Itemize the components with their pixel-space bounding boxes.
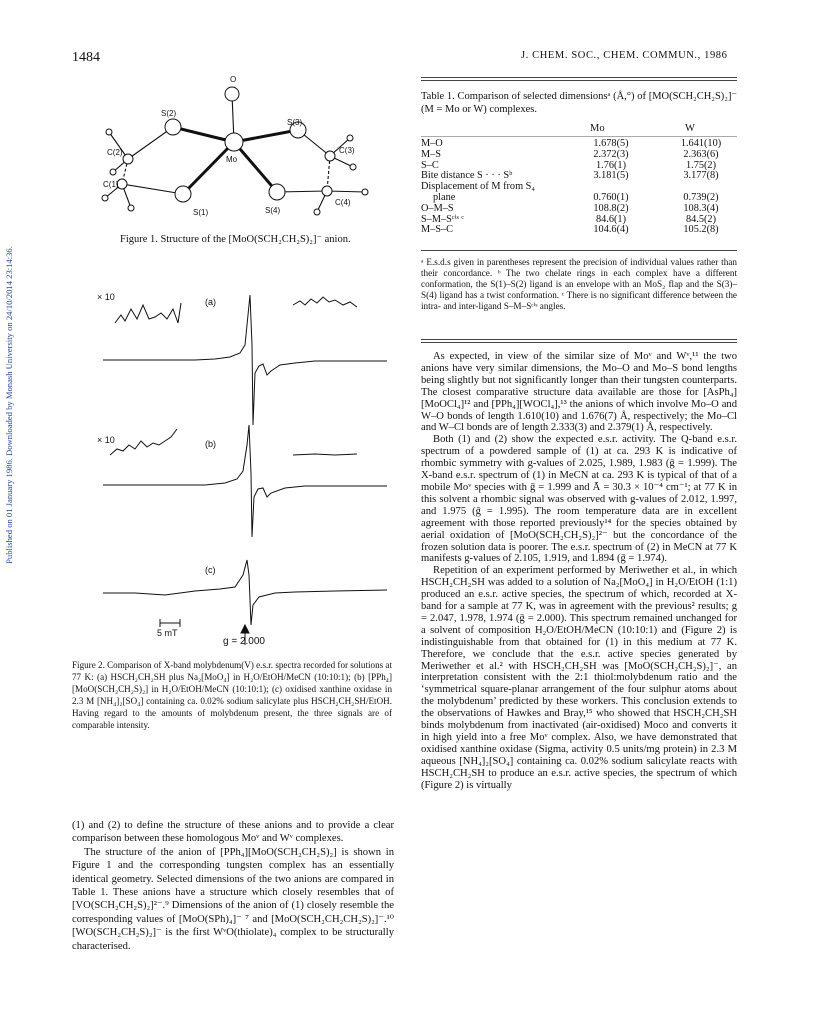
table-row: S–M–Sᶜⁱˢ ᶜ 84.6(1) 84.5(2)	[421, 213, 717, 225]
side-note-text: Published on 01 January 1986. Downloaded by Monash University on 24/10/2014 23:14:36.	[4, 246, 14, 564]
table-row: S–C 1.76(1) 1.75(2)	[421, 159, 717, 171]
spectrum-b-zoom	[110, 429, 177, 455]
right-body-text	[421, 351, 737, 792]
table-row: M–S–C 104.6(4) 105.2(8)	[421, 224, 719, 236]
body-paragraph: As expected, in view of the similar size of Moᵛ and Wᵛ,¹¹ the two anions have very similar dimensions, the Mo–O and Mo–S bond lengths being slightly but not significantly longer than their tungsten counterparts. The closest comparative structure data available are those for [AsPh₄][MoOCl₄]¹² and [PPh₄][WOCl₄],¹³ the anions of which involve Mo–O and W–O bonds of length 1.610(10) and 1.676(7) Å, respectively; the Mo–Cl and W–Cl bonds are of length 2.333(3) and 2.379(1) Å, respectively.	[421, 351, 737, 434]
footnote-rule	[421, 339, 737, 340]
scale-label: 5 mT	[157, 628, 178, 638]
atom-label: S(3)	[287, 118, 303, 127]
table1-title: Table 1. Comparison of selected dimensionsᵃ (Å,°) of [MO(SCH₂CH₂S)₂]⁻ (M = Mo or W) complexes.	[421, 91, 737, 115]
trace-label-b: (b)	[205, 439, 216, 449]
spectrum-a-zoom-right	[293, 297, 357, 307]
spectrum-b-zoom-right	[293, 454, 357, 455]
figure1-structure	[95, 72, 385, 232]
table1-body	[421, 139, 737, 236]
g-marker-label: g = 2.000	[223, 636, 265, 647]
body-paragraph: (1) and (2) to define the structure of these anions and to provide a clear comparison between these homologous Moᵛ and Wᵛ complexes.	[72, 820, 394, 845]
atom-label: S(4)	[265, 206, 281, 215]
atom-label: C(4)	[335, 198, 351, 207]
table-row: O–M–S 108.8(2) 108.3(4)	[421, 202, 719, 214]
atom-label: C(3)	[339, 146, 355, 155]
atom-label: S(2)	[161, 109, 177, 118]
figure2-spectra	[95, 275, 395, 655]
atom-label: C(1)	[103, 180, 119, 189]
atom-label: Mo	[226, 155, 238, 164]
zoom-label-b: × 10	[97, 435, 115, 445]
table1-col-mo: Mo	[590, 123, 605, 134]
left-body-text	[72, 819, 394, 953]
atom-label: S(1)	[193, 208, 209, 217]
trace-label-c: (c)	[205, 565, 216, 575]
body-paragraph: Repetition of an experiment performed by Meriwether et al., in which HSCH₂CH₂SH was added to a solution of Na₂[MoO₄] in H₂O/EtOH (1:1) produced an e.s.r. active species, the spectrum of which, recorded at X-band for a sample at 77 K, was in agreement with the previous² results; g = 2.047, 1.978, 1.974 (ḡ = 2.000). This spectrum remained unchanged for a solvent of composition H₂O/EtOH/MeCN (10:10:1) and (Figure 2) is indistinguishable from that obtained for (1) in this medium at 77 K. Therefore, we conclude that the e.s.r. active species generated by Meriwether et al.² with HSCH₂CH₂SH was [MoO(SCH₂CH₂S)₂]⁻, an interpretation consistent with the 2:1 thiol:molybdenum ratio and the ‘symmetrical square-planar arrangement of the four sulphur atoms about the molybdenum’ predicted by these workers. This conclusion extends to the observations of Hawkes and Bray,¹⁵ who showed that HSCH₂CH₂SH binds molybdenum from inactivated (air-oxidised) Moco and converts it in high yield into a free Moᵛ complex. Also, we have demonstrated that oxidised xanthine oxidase (Sigma, activity 0.5 units/mg protein) in 2.3 M aqueous [NH₄]₂[SO₄] containing ca. 0.02% sodium salicylate reacts with HSCH₂CH₂SH to produce an e.s.r. active species, the spectrum of which (Figure 2) is virtually	[421, 565, 737, 791]
table1-col-w: W	[685, 123, 695, 134]
table-bottom-rule	[421, 250, 737, 251]
spectrum-a-zoom	[115, 303, 181, 323]
table-top-rule	[421, 77, 737, 78]
zoom-label-a: × 10	[97, 292, 115, 302]
table-row: M–S 2.372(3) 2.363(6)	[421, 148, 719, 160]
table-row: Bite distance S · · · Sᵇ 3.181(5) 3.177(8)	[421, 170, 719, 182]
atom-label: O	[230, 75, 237, 84]
table-row: Displacement of M from S₄	[421, 181, 535, 193]
figure2-caption: Figure 2. Comparison of X-band molybdenum(V) e.s.r. spectra recorded for solutions at 77 K: (a) HSCH₂CH₂SH plus Na₂[MoO₄] in H₂O/EtOH/MeCN (10:10:1); (b) [PPh₄][MoO(SCH₂CH₂S)₂] in H₂O/EtOH/MeCN (10:10:1); (c) oxidised xanthine oxidase in 2.3 M [NH₄]₂[SO₄] containing ca. 0.02% sodium salicylate plus HSCH₂CH₂SH/EtOH. Having regard to the amounts of molybdenum present, the three signals are of comparable intensity.	[72, 660, 392, 730]
atom-label: C(2)	[107, 148, 123, 157]
spectrum-c-trace	[103, 560, 387, 625]
figure1-caption: Figure 1. Structure of the [MoO(SCH₂CH₂S)₂]⁻ anion.	[120, 234, 351, 245]
body-paragraph: Both (1) and (2) show the expected e.s.r. activity. The Q-band e.s.r. spectrum of a powdered sample of (1) at ca. 293 K is indicative of rhombic symmetry with g-values of 2.025, 1.989, 1.983 (ḡ = 1.999). The X-band e.s.r. spectrum of (1) in MeCN at ca. 293 K is typical of that of a mobile Moᵛ species with ḡ = 1.999 and Ā = 30.3 × 10⁻⁴ cm⁻¹; at 77 K in this solvent a rhombic signal was observed with g-values of 2.012, 1.997, and 1.975 (ḡ = 1.995). The room temperature data are in excellent agreement with those reported previously¹⁴ for the species obtained by aerial oxidation of [MoO(SCH₂CH₂S)₂]²⁻ but the concordance of the frozen solution data is poorer. The e.s.r. spectrum of (2) in MeCN at 77 K manifests g-values of 2.105, 1.919, and 1.894 (ḡ = 1.974).	[421, 434, 737, 565]
table-row: M–O 1.678(5) 1.641(10)	[421, 138, 722, 149]
table-row: plane 0.760(1) 0.739(2)	[433, 191, 719, 203]
journal-header: J. CHEM. SOC., CHEM. COMMUN., 1986	[521, 50, 728, 61]
spectrum-a-trace	[103, 295, 387, 425]
spectrum-b-trace	[103, 425, 387, 537]
body-paragraph: The structure of the anion of [PPh₄][MoO(SCH₂CH₂S)₂] is shown in Figure 1 and the corresponding tungsten complex has an essentially identical geometry. Selected dimensions of the two anions are compared in Table 1. These anions have a structure which closely resembles that of [VO(SCH₂CH₂S)₂]²⁻.⁹ Dimensions of the anion of (1) closely resemble the corresponding values of [MoO(SPh)₄]⁻ ⁷ and [MoO(SCH₂CH₂CH₂S)₂]⁻.¹⁰ [WO(SCH₂CH₂S)₂]⁻ is the first WᵛO(thiolate)₄ complex to be structurally characterised.	[72, 846, 394, 952]
table1-footnote: ᵃ E.s.d.s given in parentheses represent the precision of individual values rather than their concordance. ᵇ The two chelate rings in each complex have a different conformation, the S(1)–S(2) ligand is an envelope with an MoS₂ flap and the S(3)–S(4) ligand has a twist conformation. ᶜ There is no significant difference between the intra- and inter-ligand S–M–Sᶜⁱˢ angles.	[421, 257, 737, 311]
trace-label-a: (a)	[205, 297, 216, 307]
side-note	[2, 170, 16, 640]
page-number: 1484	[72, 50, 100, 65]
